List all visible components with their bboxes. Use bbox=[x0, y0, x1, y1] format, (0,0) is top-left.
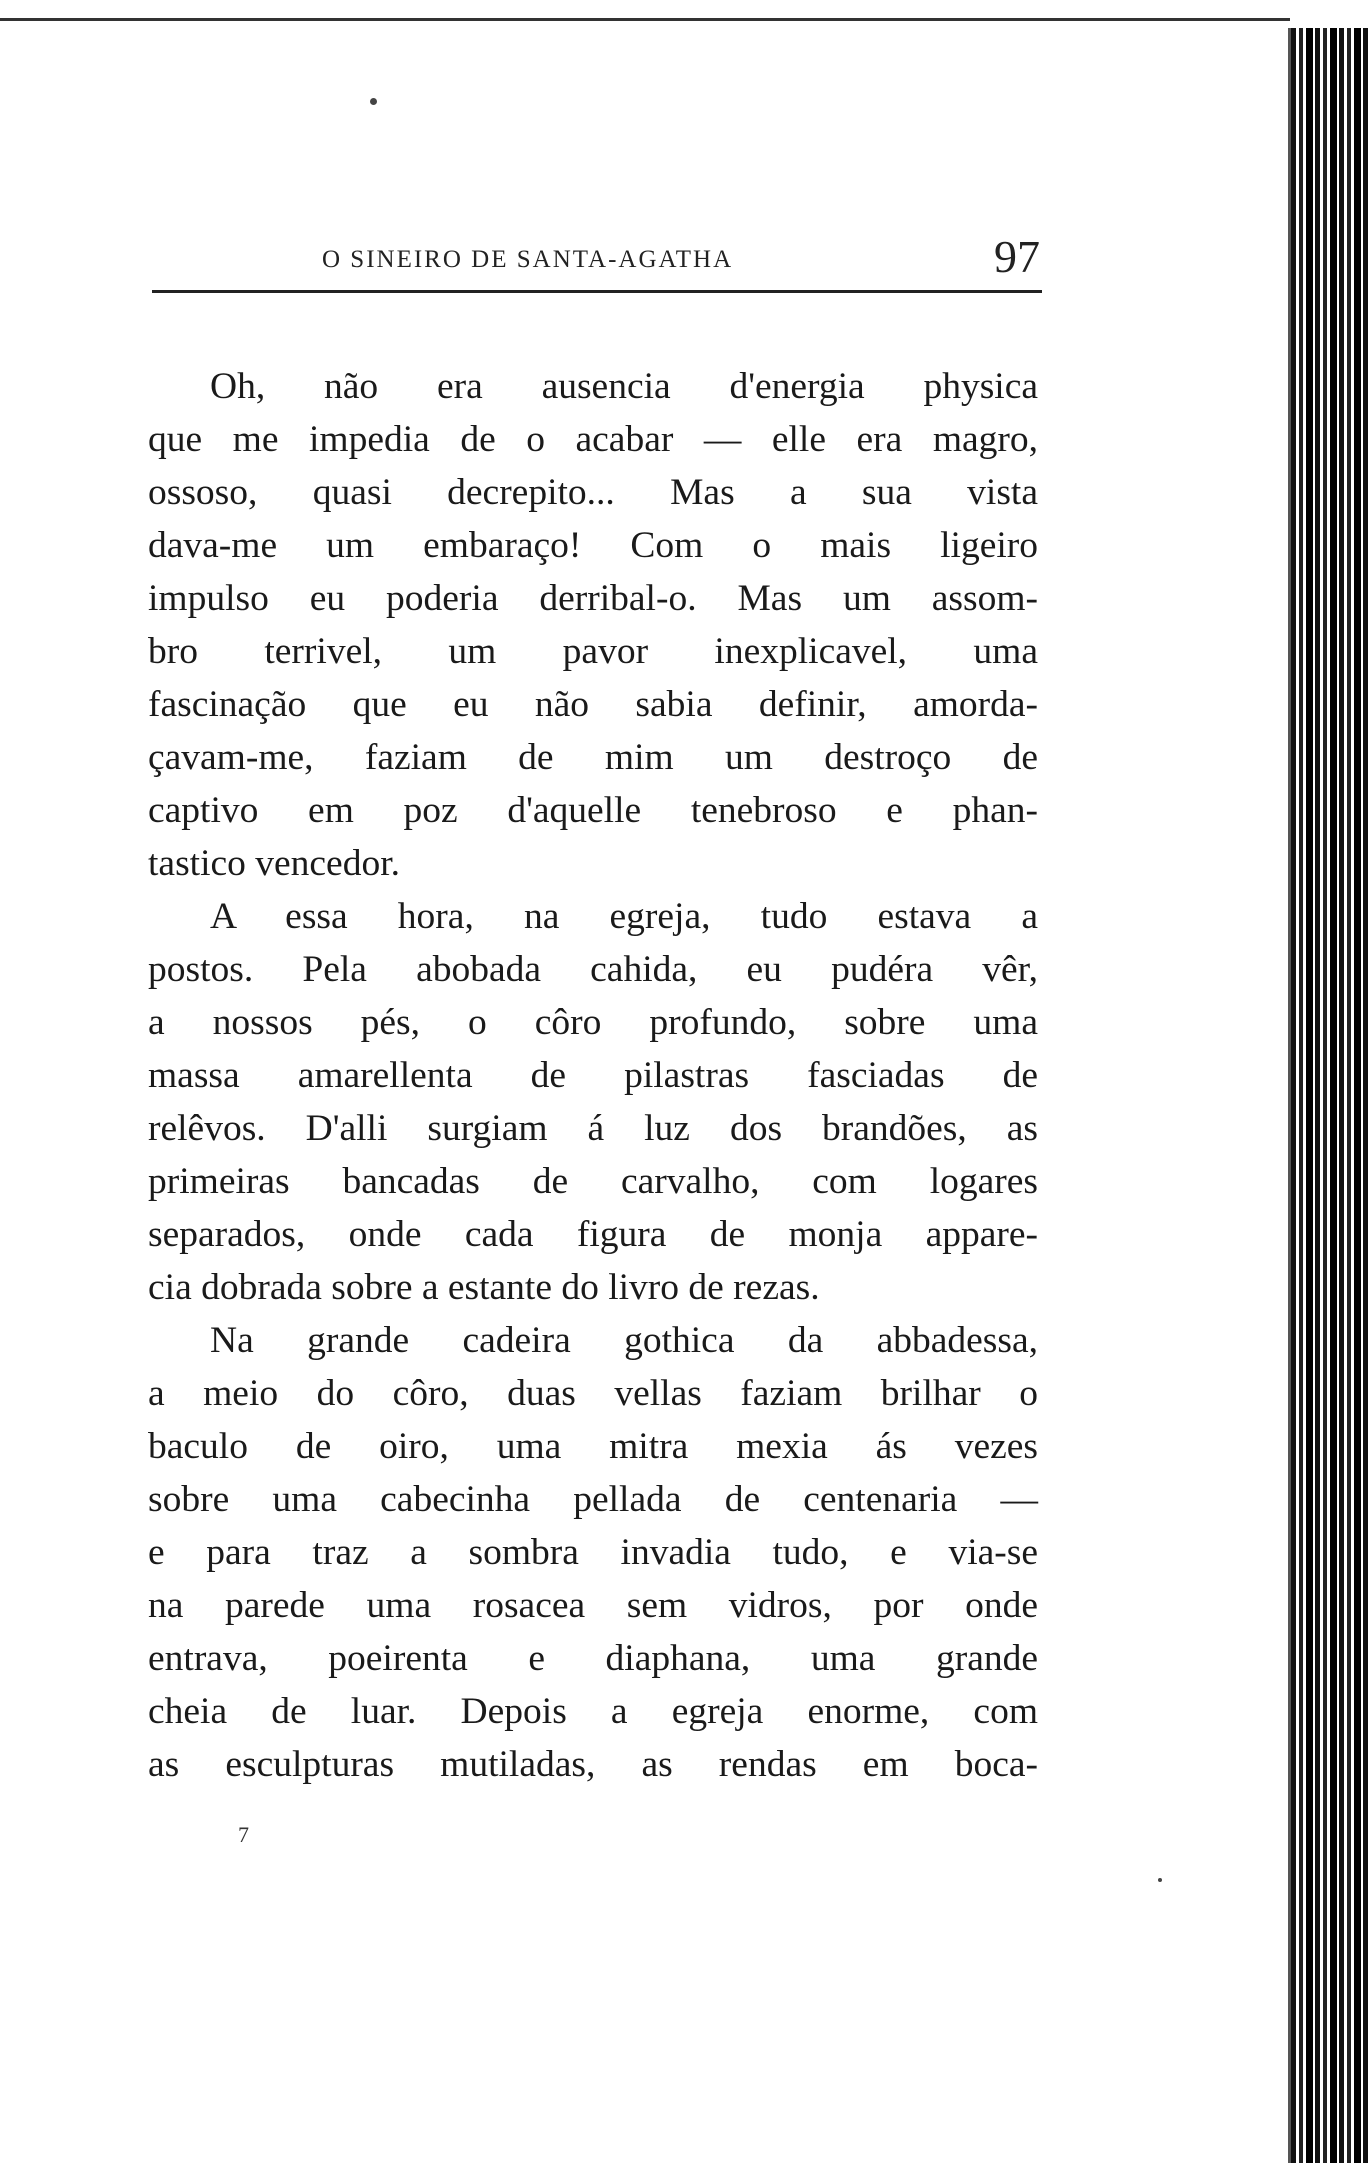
text-line: primeiras bancadas de carvalho, com logares bbox=[148, 1161, 1038, 1202]
text-line: impulso eu poderia derribal-o. Mas um assom- bbox=[148, 578, 1038, 619]
body-text bbox=[148, 360, 1038, 1791]
text-line: a nossos pés, o côro profundo, sobre uma bbox=[148, 1002, 1038, 1043]
text-line: cia dobrada sobre a estante do livro de rezas. bbox=[148, 1267, 820, 1308]
text-line: bro terrivel, um pavor inexplicavel, uma bbox=[148, 631, 1038, 672]
text-line: postos. Pela abobada cahida, eu pudéra vêr, bbox=[148, 949, 1038, 990]
top-edge-rule bbox=[0, 18, 1290, 21]
text-line: sobre uma cabecinha pellada de centenaria — bbox=[148, 1479, 1038, 1520]
text-line: relêvos. D'alli surgiam á luz dos brandões, as bbox=[148, 1108, 1038, 1149]
text-line: çavam-me, faziam de mim um destroço de bbox=[148, 737, 1038, 778]
text-line: massa amarellenta de pilastras fasciadas de bbox=[148, 1055, 1038, 1096]
text-line: separados, onde cada figura de monja appare- bbox=[148, 1214, 1038, 1255]
ink-speck bbox=[370, 98, 377, 105]
text-line: ossoso, quasi decrepito... Mas a sua vista bbox=[148, 472, 1038, 513]
page-header bbox=[152, 228, 1042, 293]
text-line: na parede uma rosacea sem vidros, por onde bbox=[148, 1585, 1038, 1626]
signature-mark: 7 bbox=[238, 1822, 249, 1847]
book-binding-spine bbox=[1291, 28, 1371, 2163]
page-number: 97 bbox=[994, 231, 1040, 282]
text-line: baculo de oiro, uma mitra mexia ás vezes bbox=[148, 1426, 1038, 1467]
ink-speck bbox=[1158, 1878, 1162, 1882]
text-line: captivo em poz d'aquelle tenebroso e phan- bbox=[148, 790, 1038, 831]
text-line: fascinação que eu não sabia definir, amorda- bbox=[148, 684, 1038, 725]
text-line: a meio do côro, duas vellas faziam brilhar o bbox=[148, 1373, 1038, 1414]
text-line: entrava, poeirenta e diaphana, uma grande bbox=[148, 1638, 1038, 1679]
text-line: tastico vencedor. bbox=[148, 843, 400, 884]
text-line: Oh, não era ausencia d'energia physica bbox=[210, 366, 1038, 407]
text-line: e para traz a sombra invadia tudo, e via-se bbox=[148, 1532, 1038, 1573]
running-title: O SINEIRO DE SANTA-AGATHA bbox=[322, 246, 734, 273]
text-line: que me impedia de o acabar — elle era magro, bbox=[148, 419, 1038, 460]
text-line: A essa hora, na egreja, tudo estava a bbox=[210, 896, 1038, 937]
text-line: as esculpturas mutiladas, as rendas em boca- bbox=[148, 1744, 1038, 1785]
text-line: cheia de luar. Depois a egreja enorme, com bbox=[148, 1691, 1038, 1732]
text-line: Na grande cadeira gothica da abbadessa, bbox=[210, 1320, 1038, 1361]
text-line: dava-me um embaraço! Com o mais ligeiro bbox=[148, 525, 1038, 566]
